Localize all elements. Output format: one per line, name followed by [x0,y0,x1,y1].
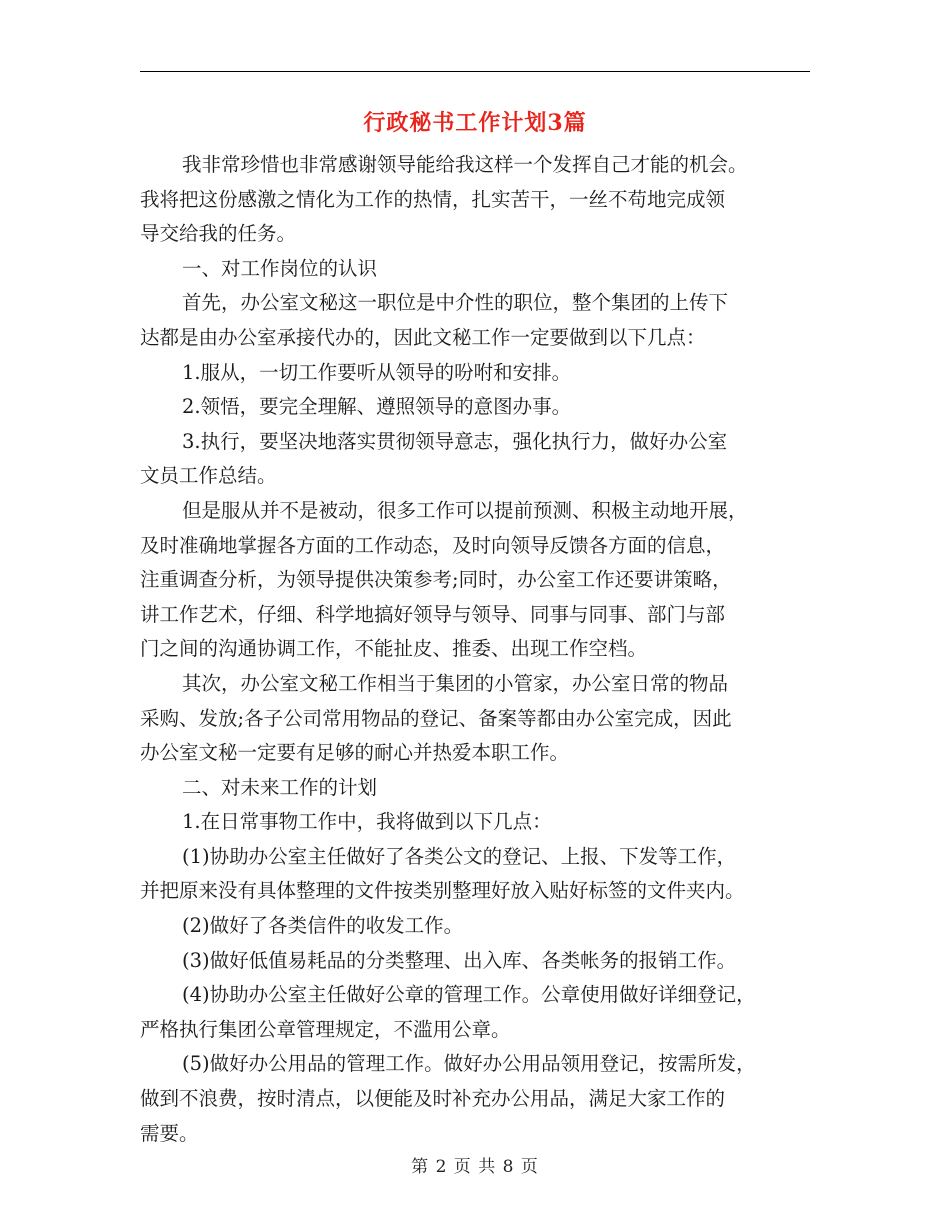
document-title: 行政秘书工作计划3篇 [363,110,587,136]
text-line: (2)做好了各类信件的收发工作。 [182,914,464,938]
paragraph [140,909,812,944]
paragraph [140,771,812,806]
text-line: 1.在日常事物工作中，我将做到以下几点： [182,810,552,834]
page-footer: 第 2 页 共 8 页 [411,1157,539,1177]
text-line: 首先，办公室文秘这一职位是中介性的职位，整个集团的上传下 [182,291,729,315]
text-line: 做到不浪费，按时清点，以便能及时补充办公用品，满足大家工作的 [140,1087,726,1111]
paragraph [140,425,812,494]
text-line: (4)协助办公室主任做好公章的管理工作。公章使用做好详细登记， [182,983,756,1007]
paragraph [140,978,812,1047]
text-line: 门之间的沟通协调工作，不能扯皮、推委、出现工作空档。 [140,637,648,661]
text-line: 但是服从并不是被动，很多工作可以提前预测、积极主动地开展， [182,498,748,522]
text-line: 其次，办公室文秘工作相当于集团的小管家，办公室日常的物品 [182,671,729,695]
paragraph [140,944,812,979]
text-line: 办公室文秘一定要有足够的耐心并热爱本职工作。 [140,741,570,765]
paragraph [140,494,812,667]
text-line: 并把原来没有具体整理的文件按类别整理好放入贴好标签的文件夹内。 [140,879,745,903]
text-line: (3)做好低值易耗品的分类整理、出入库、各类帐务的报销工作。 [182,948,737,972]
paragraph [140,667,812,771]
paragraph [140,148,812,252]
text-line: 1.服从，一切工作要听从领导的吩咐和安排。 [182,360,572,384]
text-line: 需要。 [140,1121,199,1145]
text-line: 达都是由办公室承接代办的，因此文秘工作一定要做到以下几点： [140,325,706,349]
text-line: 讲工作艺术，仔细、科学地搞好领导与领导、同事与同事、部门与部 [140,602,726,626]
text-line: 我将把这份感激之情化为工作的热情，扎实苦干，一丝不苟地完成领 [140,187,726,211]
text-line: 严格执行集团公章管理规定，不滥用公章。 [140,1017,511,1041]
text-line: 2.领悟，要完全理解、遵照领导的意图办事。 [182,395,572,419]
text-line: 3.执行，要坚决地落实贯彻领导意志，强化执行力，做好办公室 [182,429,728,453]
text-line: 及时准确地掌握各方面的工作动态，及时向领导反馈各方面的信息， [140,533,726,557]
paragraph [140,1047,812,1151]
text-line: 我非常珍惜也非常感谢领导能给我这样一个发挥自己才能的机会。 [182,153,748,176]
paragraph [140,390,812,425]
text-line: 二、对未来工作的计划 [182,775,378,799]
text-line: 一、对工作岗位的认识 [182,256,378,280]
paragraph [140,252,812,287]
paragraph [140,286,812,355]
text-line: 导交给我的任务。 [140,222,297,246]
header-rule [140,71,810,72]
paragraph [140,805,812,840]
text-line: (5)做好办公用品的管理工作。做好办公用品领用登记，按需所发， [182,1052,756,1076]
paragraph [140,840,812,909]
text-line: (1)协助办公室主任做好了各类公文的登记、上报、下发等工作， [182,844,737,868]
paragraph [140,356,812,391]
text-line: 文员工作总结。 [140,464,277,488]
text-line: 采购、发放;各子公司常用物品的登记、备案等都由办公室完成，因此 [140,706,732,730]
document-body [140,148,812,1151]
text-line: 注重调查分析，为领导提供决策参考;同时，办公室工作还要讲策略， [140,568,732,592]
